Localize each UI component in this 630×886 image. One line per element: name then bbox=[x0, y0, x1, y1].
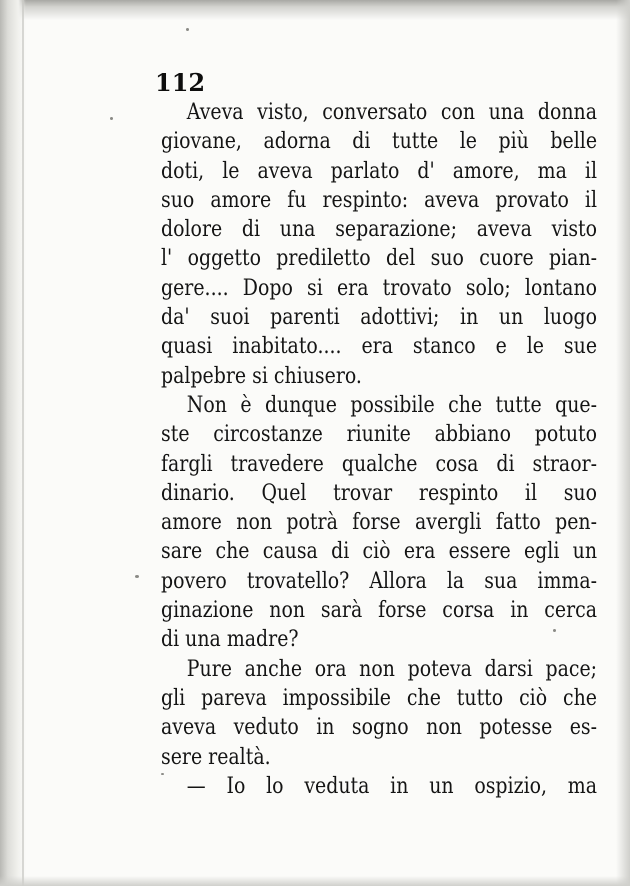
text-line: sere realtà. bbox=[161, 744, 271, 770]
text-line: palpebre si chiusero. bbox=[161, 363, 362, 389]
text-line: quasi inabitato.... era stanco e le sue bbox=[161, 334, 598, 360]
text-line: sare che causa di ciò era essere egli un bbox=[161, 539, 598, 565]
text-line: dinario. Quel trovar respinto il suo bbox=[161, 480, 598, 506]
text-line: — Io lo veduta in un ospizio, ma bbox=[186, 773, 598, 799]
scan-speck bbox=[135, 575, 139, 578]
text-line: di una madre? bbox=[161, 627, 299, 653]
page-right-shadow bbox=[616, 0, 630, 886]
page-binding-line bbox=[22, 0, 24, 886]
body-text bbox=[161, 98, 597, 801]
text-line: dolore di una separazione; aveva visto bbox=[161, 217, 598, 243]
page-bottom-shadow bbox=[0, 876, 630, 886]
text-line: aveva veduto in sogno non potesse es- bbox=[161, 715, 598, 741]
scan-speck bbox=[553, 629, 556, 632]
text-line: doti, le aveva parlato d' amore, ma il bbox=[161, 158, 598, 184]
page-top-shadow bbox=[0, 0, 630, 20]
scan-speck bbox=[186, 28, 189, 31]
text-line: Aveva visto, conversato con una donna bbox=[186, 100, 598, 125]
text-line: da' suoi parenti adottivi; in un luogo bbox=[161, 305, 598, 331]
scan-speck bbox=[161, 773, 164, 775]
text-line: giovane, adorna di tutte le più belle bbox=[161, 129, 598, 155]
text-line: amore non potrà forse avergli fatto pen- bbox=[161, 510, 598, 536]
text-line: ginazione non sarà forse corsa in cerca bbox=[161, 598, 598, 624]
text-line: suo amore fu respinto: aveva provato il bbox=[161, 187, 598, 213]
text-line: ste circostanze riunite abbiano potuto bbox=[161, 422, 598, 448]
text-line: povero trovatello? Allora la sua imma- bbox=[161, 568, 598, 594]
text-line: fargli travedere qualche cosa di straor- bbox=[161, 451, 598, 477]
text-line: gere.... Dopo si era trovato solo; lontano bbox=[161, 275, 598, 301]
text-line: Non è dunque possibile che tutte que- bbox=[186, 392, 598, 418]
text-line: l' oggetto prediletto del suo cuore pian- bbox=[161, 246, 598, 272]
text-line: Pure anche ora non poteva darsi pace; bbox=[186, 656, 598, 682]
text-line: gli pareva impossibile che tutto ciò che bbox=[161, 685, 598, 711]
page-number: 112 bbox=[155, 68, 206, 97]
scan-speck bbox=[110, 117, 113, 120]
